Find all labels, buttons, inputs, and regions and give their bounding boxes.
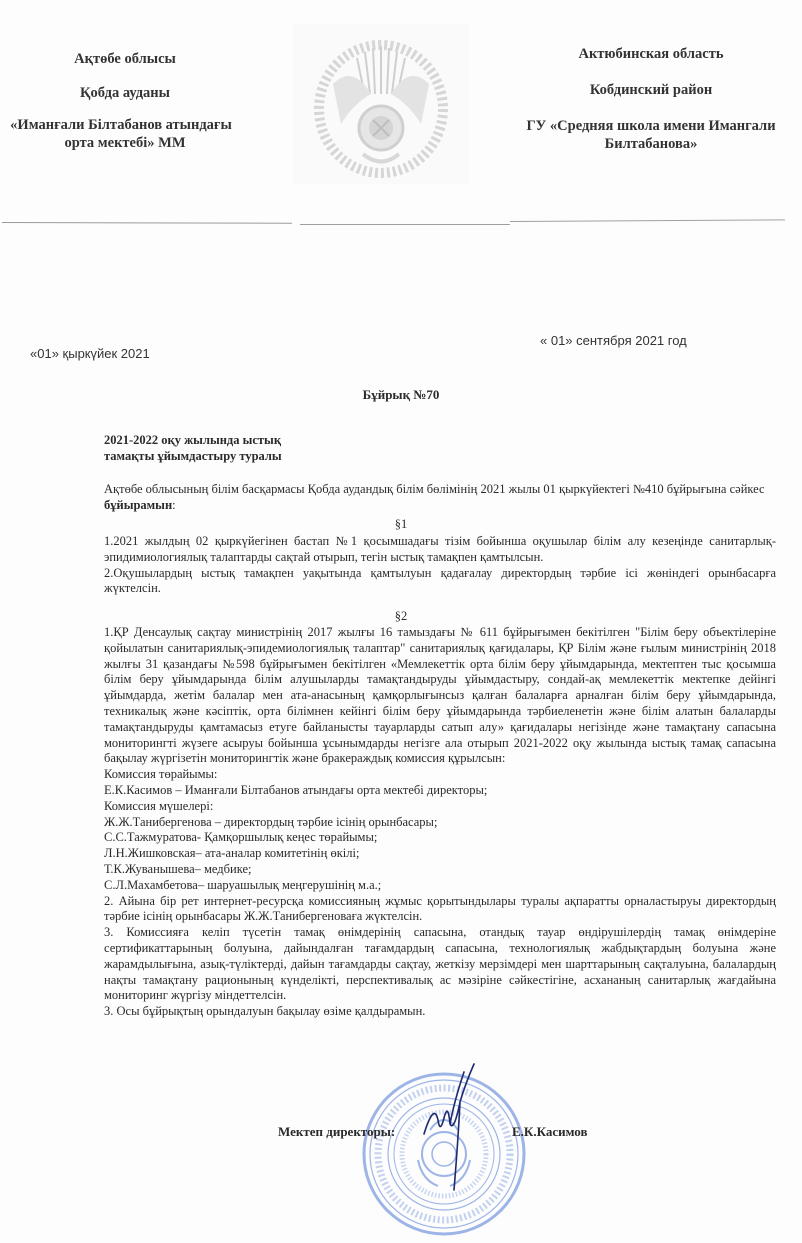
- section1-body: [104, 534, 776, 597]
- commission-member: Т.К.Жуванышева– медбике;: [104, 861, 252, 876]
- date-russian: « 01» сентября 2021 год: [540, 333, 687, 348]
- order-subject: [104, 432, 282, 464]
- header-ru-org-line1: ГУ «Средняя школа имени Имангали: [526, 118, 776, 135]
- commission-chair: Е.К.Касимов – Иманғали Білтабанов атындағы орта мектебі директоры;: [104, 782, 488, 797]
- header-kazakh: [0, 50, 250, 153]
- order-title: Бұйрық №70: [362, 387, 440, 402]
- director-label: Мектеп директоры:: [278, 1124, 396, 1139]
- section2-title: §2: [394, 609, 408, 623]
- header-ru-org-line2: Билтабанова»: [604, 136, 698, 153]
- order-intro-colon: :: [172, 497, 176, 512]
- commission-members-label: Комиссия мүшелері:: [104, 798, 214, 813]
- header-kz-district: Қобда ауданы: [80, 85, 170, 102]
- order-intro-text: Ақтөбе облысының білім басқармасы Қобда аудандық білім бөлімінің 2021 жылы 01 қыркүйектегі №410 бұйрығына сәйкес: [104, 482, 765, 496]
- commission-member: Л.Н.Жишковская– ата-аналар комитетінің өкілі;: [104, 846, 360, 861]
- header-divider-segment: [300, 224, 510, 225]
- section2-item-4: 3. Осы бұйрықтың орындалуын бақылау өзіме қалдырамын.: [104, 1004, 426, 1019]
- header-kz-org-line2: орта мектебі» ММ: [64, 135, 186, 152]
- header-ru-region: Актюбинская область: [578, 46, 724, 62]
- header-russian: [500, 45, 802, 154]
- header-kz-org-line1: «Иманғали Білтабанов атындағы: [10, 117, 232, 134]
- header-divider: [2, 222, 292, 224]
- section1-item-1: 1.2021 жылдың 02 қыркүйегінен бастап №1 қосымшадағы тізім бойынша оқушылар білім алу кезеңінде санитарлық-эпидимиологиялық талаптарды сақтай отырып, тегін ыстық тамақпен қамтылсын.: [104, 534, 776, 564]
- order-intro: [104, 482, 776, 514]
- section2-item-1: 1.ҚР Денсаулық сақтау министрінің 2017 жылғы 16 тамыздағы № 611 бұйрығымен бекітілген "Білім беру объектілеріне қойылатын санитариялық-эпидемиологиялық талаптар" санитариялық қағидалары, ҚР Білім және ғылым министрінің 2018 жылғы 31 қазандағы №598 бұйрығымен бекітілген «Мемлекеттік орта білім беру ұйымдарында, мектептен тыс қосымша білім беру ұйымдарында білім алушыларды тамақтандыруды ұйымдастыру, сондай-ақ мемлекеттік мектепке дейінгі ұйымдарда, жетім балалар мен ата-анасының қамқорлығынсыз қалған балаларға арналған білім беру ұйымдарында, техникалық және кәсіптік, орта білімнен кейінгі білім беру ұйымдарында тәрбиеленетін және білім алатын балаларды тамақтандыруды қамтамасыз етуге байланысты тауарларды сатып алу» қағидалары негізінде және тамақтану сапасына мониторингті жүзеге асыруы бойынша ұсынымдарды негізге ала отырып 2021-2022 оқу жылында ыстық тамақ сапасына бақылау жүргізетін мониторингтік және бракераждық комиссия құрылсын:: [104, 625, 776, 766]
- header-ru-district: Кобдинский район: [589, 82, 713, 99]
- section2-item-2: 2. Айына бір рет интернет-ресурсқа комиссияның жұмыс қорытындылары туралы ақпаратты орналастыруы директордың тәрбие ісінің орынбасары Ж.Ж.Танибергеноваға жүктелсін.: [104, 893, 776, 924]
- header-kz-region: Ақтөбе облысы: [74, 51, 176, 67]
- order-subject-line2: тамақты ұйымдастыру туралы: [104, 449, 282, 463]
- director-name: Е.К.Касимов: [512, 1124, 588, 1139]
- state-emblem-icon: [293, 24, 469, 184]
- date-kazakh: «01» қыркүйек 2021: [30, 346, 150, 361]
- section1-title: §1: [394, 517, 408, 531]
- commission-member: С.С.Тажмуратова- Қамқоршылық кеңес төрайымы;: [104, 830, 378, 845]
- section1-item-2: 2.Оқушылардың ыстық тамақпен уақытында қамтылуын қадағалау директордың тәрбие ісі жөніндегі орынбасарға жүктелсін.: [104, 565, 776, 596]
- order-subject-line1: 2021-2022 оқу жылында ыстық: [104, 433, 282, 447]
- order-intro-bold: бұйырамын: [104, 497, 173, 512]
- header-divider-right: [510, 219, 785, 222]
- commission-chair-label: Комиссия төрайымы:: [104, 767, 218, 782]
- section2-item-3: 3. Комиссияға келіп түсетін тамақ өнімдерінің сапасына, отандық тауар өндірушілердің тамақ өнімдеріне сертификаттарының болуына, дайындалған тағамдардың сапасына, технологиялық жабдықтардың болуына және жарамдылығына, азық-түліктерді, дайын тағамдарды сақтау, жеткізу мерзімдері мен шарттарының сақталуына, балалардың нақты тамақтану рационының күнделікті, перспективалық ас мәзіріне сәйкестігіне, асхананың санитарлық жағдайына мониторинг жүргізу міндеттелсін.: [104, 925, 776, 1003]
- commission-member: С.Л.Махамбетова– шаруашылық меңгерушінің м.а.;: [104, 877, 382, 892]
- commission-member: Ж.Ж.Танибергенова – директордың тәрбие ісінің орынбасары;: [104, 814, 438, 829]
- handwritten-signature-icon: [420, 1062, 480, 1192]
- section2-body: [104, 625, 776, 1020]
